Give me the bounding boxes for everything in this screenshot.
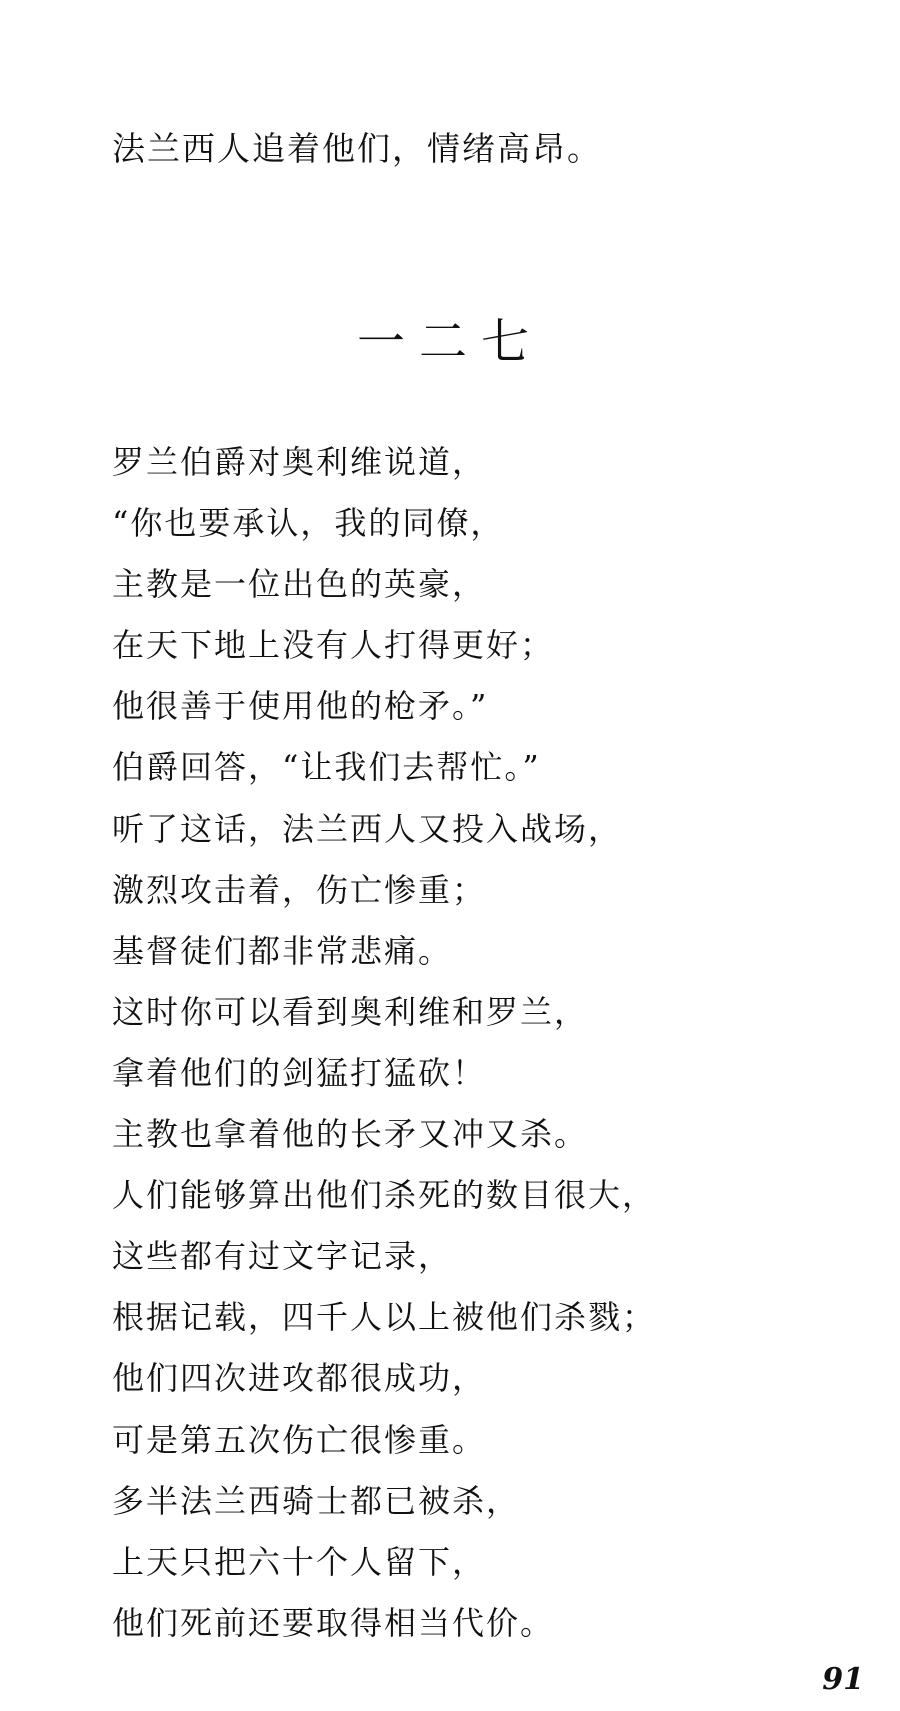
verse-line: 听了这话，法兰西人又投入战场， [112,809,623,848]
verse-line: 可是第五次伤亡很惨重。 [112,1420,487,1459]
verse-line: 罗兰伯爵对奥利维说道， [112,443,487,481]
verse-line: 人们能够算出他们杀死的数目很大， [112,1176,657,1215]
verse-line: 激烈攻击着，伤亡惨重； [112,870,487,909]
verse-line: 根据记载，四千人以上被他们杀戮； [112,1298,657,1337]
verse-line: 拿着他们的剑猛打猛砍！ [112,1053,487,1092]
verse-line: 他们死前还要取得相当代价。 [112,1603,555,1642]
continued-verse-line: 法兰西人追着他们，情绪高昂。 [112,129,602,168]
verse-line: 他很善于使用他的枪矛。” [112,687,489,726]
verse-line: 多半法兰西骑士都已被杀， [112,1481,521,1520]
poem-stanza [112,440,656,1662]
verse-line: 他们四次进攻都很成功， [112,1359,487,1398]
verse-line: 这时你可以看到奥利维和罗兰， [112,992,589,1031]
section-number-heading: 一二七 [356,314,543,370]
page-number: 91 [822,1662,864,1697]
verse-line: “你也要承认，我的同僚， [112,504,505,543]
verse-line: 基督徒们都非常悲痛。 [112,931,453,970]
verse-line: 这些都有过文字记录， [112,1237,453,1276]
verse-line: 主教也拿着他的长矛又冲又杀。 [112,1115,589,1154]
verse-line: 在天下地上没有人打得更好； [112,626,555,665]
verse-line: 上天只把六十个人留下， [112,1542,487,1581]
verse-line: 伯爵回答，“让我们去帮忙。” [112,748,541,787]
verse-line: 主教是一位出色的英豪， [112,565,487,604]
